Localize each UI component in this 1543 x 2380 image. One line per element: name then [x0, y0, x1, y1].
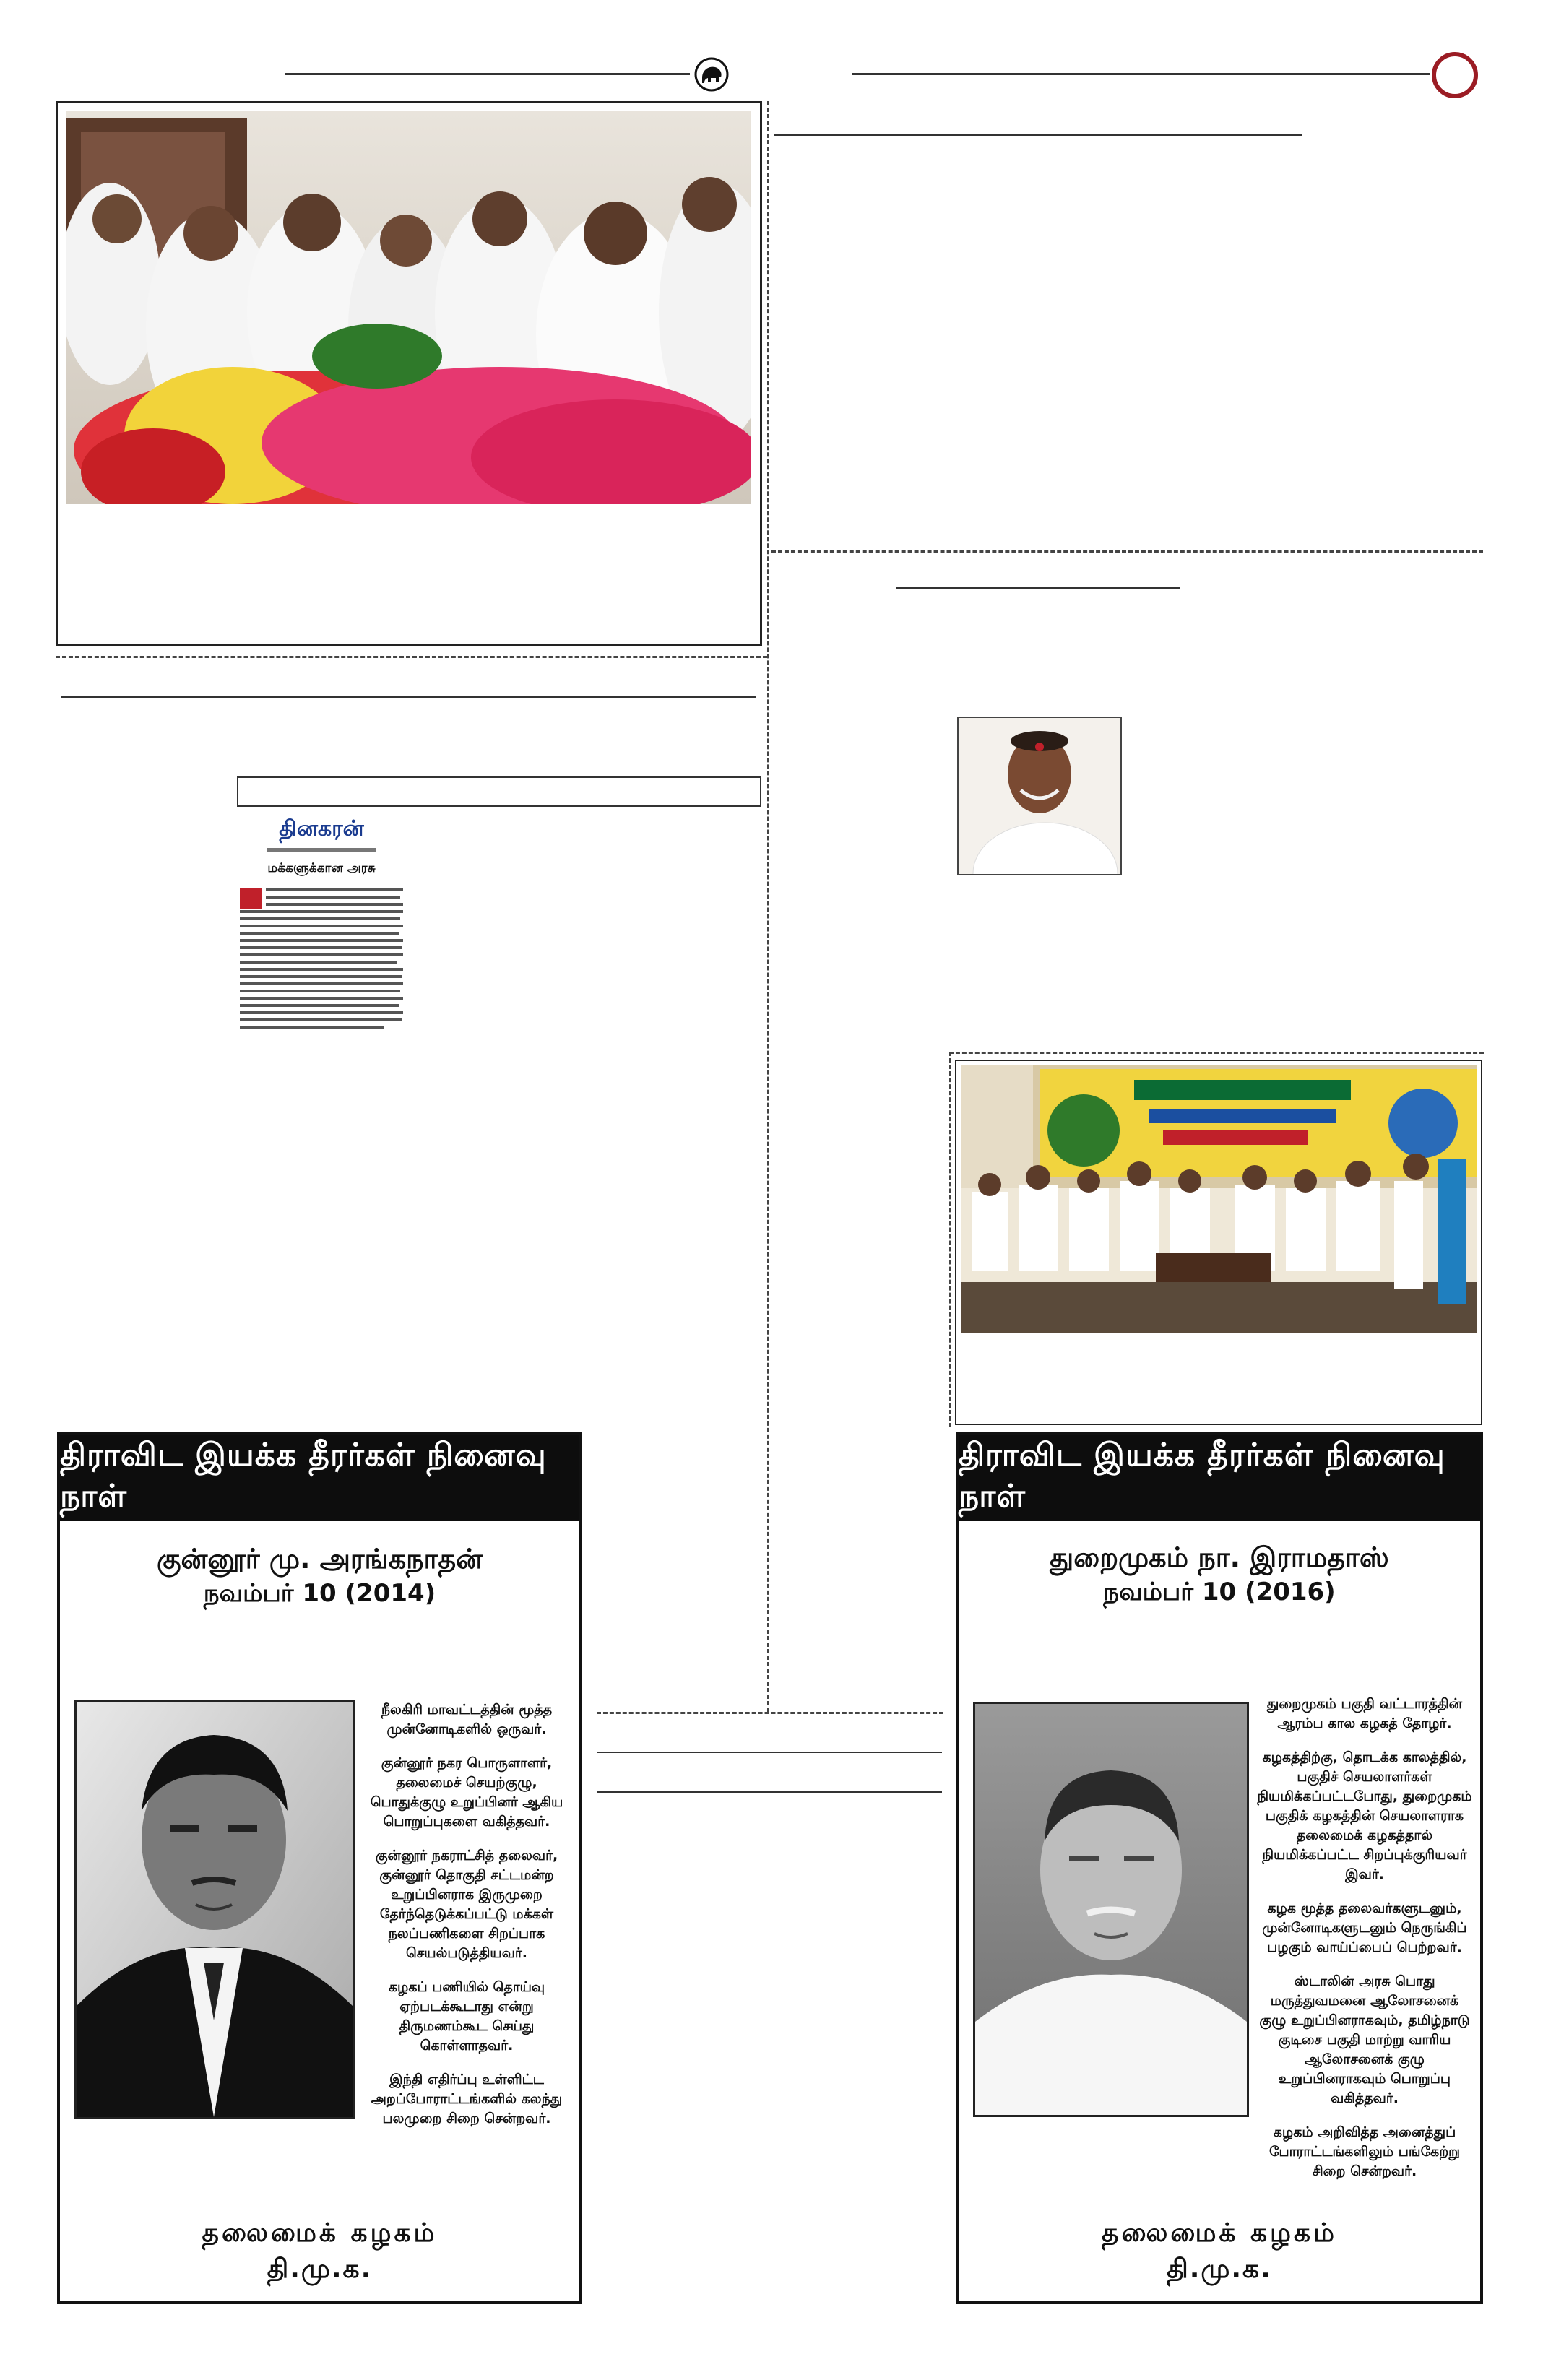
memorial-name: துறைமுகம் நா. இராமதாஸ்: [1050, 1541, 1389, 1573]
rule-right-mid: [896, 587, 1180, 589]
header-rule-right: [852, 73, 1430, 75]
memorial-bio-paragraph: கழகத்திற்கு, தொடக்க காலத்தில், பகுதிச் செயலாளர்கள் நியமிக்கப்பட்டபோது, துறைமுகம் பகுதிக் கழகத்தின் செயலாளராக தலைமைக் கழகத்தால் நியமிக்கப்பட்ட சிறப்புக்குரியவர் இவர்.: [1257, 1749, 1472, 1882]
memorial-signature: தலைமைக் கழகம்: [1102, 2218, 1337, 2248]
memorial-date: நவம்பர் 10 (2014): [203, 1579, 436, 1608]
memorial-bio-paragraph: நீலகிரி மாவட்டத்தின் மூத்த முன்னோடிகளில் ஒருவர்.: [381, 1702, 553, 1737]
newspaper-clipping: [238, 816, 405, 1033]
clipping-text-lines: [238, 886, 405, 1033]
memorial-bio: [1256, 1695, 1473, 2196]
memorial-bio: [362, 1700, 571, 2143]
portrait-small: [957, 717, 1122, 875]
clipping-dateline: [267, 848, 376, 852]
memorial-portrait: [973, 1702, 1249, 2117]
memorial-portrait: [74, 1700, 355, 2119]
red-circle-icon: [1432, 52, 1478, 98]
divider-center-bottom: [597, 1712, 943, 1714]
memorial-bio-paragraph: ஸ்டாலின் அரசு பொது மருத்துவமனை ஆலோசனைக் குழு உறுப்பினராகவும், தமிழ்நாடு குடிசை பகுதி மாற்று வாரிய ஆலோசனைக் குழு உறுப்பினராகவும் பொறுப்பு வகித்தவர்.: [1259, 1973, 1470, 2106]
divider-right-meeting: [949, 1052, 1484, 1054]
memorial-name: குன்னூர் மு. அரங்கநாதன்: [157, 1543, 483, 1575]
memorial-header: திராவிட இயக்க தீரர்கள் நினைவு நாள்: [959, 1435, 1480, 1521]
column-divider-vertical: [767, 101, 769, 1712]
memorial-card-left: [57, 1432, 582, 2304]
memorial-bio-paragraph: கழகம் அறிவித்த அனைத்துப் போராட்டங்களிலும் பங்கேற்று சிறை சென்றவர்.: [1268, 2124, 1461, 2179]
memorial-bio-paragraph: கழகப் பணியில் தொய்வு ஏற்படக்கூடாது என்று திருமணம்கூட செய்து கொள்ளாதவர்.: [388, 1979, 545, 2054]
memorial-date: நவம்பர் 10 (2016): [1103, 1578, 1336, 1606]
elephant-emblem-icon: [693, 56, 730, 92]
clipping-heading: மக்களுக்கான அரசு: [267, 861, 376, 875]
rule-right-top: [774, 134, 1302, 136]
tribute-photo: [66, 111, 751, 504]
tribute-photo-box: [56, 101, 762, 646]
clipping-masthead: தினகரன்: [279, 816, 364, 841]
memorial-header: திராவிட இயக்க தீரர்கள் நினைவு நாள்: [60, 1435, 579, 1521]
rule-left-section: [61, 696, 756, 698]
memorial-organisation: தி.மு.க.: [1167, 2254, 1272, 2284]
memorial-bio-paragraph: இந்தி எதிர்ப்பு உள்ளிட்ட அறப்போராட்டங்களில் கலந்து பலமுறை சிறை சென்றவர்.: [371, 2072, 563, 2126]
divider-right-meeting-v: [949, 1052, 951, 1427]
memorial-bio-paragraph: குன்னூர் நகராட்சித் தலைவர், குன்னூர் தொகுதி சட்டமன்ற உறுப்பினராக இருமுறை தேர்ந்தெடுக்கப்பட்டு மக்கள் நலப்பணிகளை சிறப்பாக செயல்படுத்தியவர்.: [375, 1848, 558, 1961]
meeting-photo: [961, 1065, 1477, 1333]
divider-left-top: [56, 656, 767, 658]
header-rule-left: [285, 73, 690, 75]
memorial-bio-paragraph: துறைமுகம் பகுதி வட்டாரத்தின் ஆரம்ப கால கழகத் தோழர்.: [1266, 1696, 1463, 1731]
memorial-card-right: [956, 1432, 1483, 2304]
memorial-organisation: தி.மு.க.: [267, 2254, 373, 2284]
memorial-signature: தலைமைக் கழகம்: [202, 2218, 438, 2248]
meeting-photo-box: [955, 1060, 1482, 1425]
divider-right-top: [772, 550, 1483, 553]
rule-center-2: [597, 1791, 942, 1793]
memorial-bio-paragraph: கழக மூத்த தலைவர்களுடனும், முன்னோடிகளுடனும் நெருங்கிப் பழகும் வாய்ப்பைப் பெற்றவர்.: [1262, 1900, 1467, 1955]
rule-center-1: [597, 1752, 942, 1753]
clipping-caption-box: [237, 776, 761, 807]
memorial-bio-paragraph: குன்னூர் நகர பொருளாளர், தலைமைச் செயற்குழு, பொதுக்குழு உறுப்பினர் ஆகிய பொறுப்புகளை வகித்தவர்.: [370, 1755, 563, 1830]
